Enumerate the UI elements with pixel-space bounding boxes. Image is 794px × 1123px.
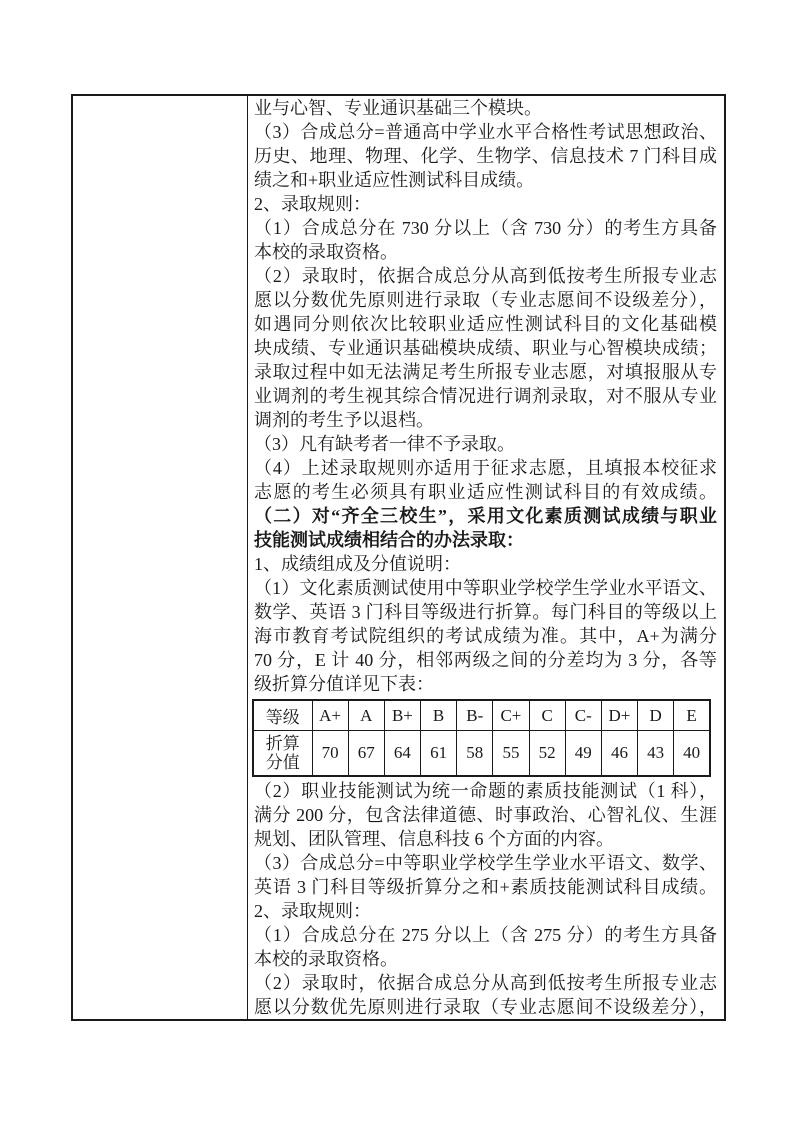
- grade-cell: A: [348, 700, 384, 731]
- text-line: 技能测试成绩相结合的办法录取：: [254, 530, 524, 550]
- text-line: （3）合成总分=中等职业学校学生学业水平语文、数学、: [254, 853, 717, 873]
- grade-cell: B: [421, 700, 457, 731]
- score-cell: 70: [312, 731, 348, 777]
- grade-cell: C-: [565, 700, 601, 731]
- score-row-label: 折算分值: [265, 734, 300, 772]
- grade-cell: D: [638, 700, 674, 731]
- grade-row-label-cell: 等级: [253, 700, 312, 731]
- grade-cell: B+: [384, 700, 420, 731]
- grade-cell: C: [529, 700, 565, 731]
- text-line: （1）合成总分在 275 分以上（含 275 分）的考生方具备: [254, 925, 717, 945]
- text-line: 志愿的考生必须具有职业适应性测试科目的有效成绩。: [254, 482, 717, 502]
- text-line: 70 分，E 计 40 分，相邻两级之间的分差均为 3 分，各等: [254, 650, 717, 670]
- text-line: （1）合成总分在 730 分以上（含 730 分）的考生方具备: [254, 218, 717, 238]
- text-line: 愿以分数优先原则进行录取（专业志愿间不设级差分），: [254, 290, 717, 310]
- text-line: （2）职业技能测试为统一命题的素质技能测试（1 科），: [254, 781, 717, 801]
- text-line: 调剂的考生予以退档。: [254, 410, 434, 430]
- score-cell: 49: [565, 731, 601, 777]
- grade-conversion-table: [252, 699, 711, 777]
- text-line: 2、录取规则：: [254, 194, 371, 214]
- text-line: （2）录取时，依据合成总分从高到低按考生所报专业志: [254, 973, 717, 993]
- text-line: 愿以分数优先原则进行录取（专业志愿间不设级差分），: [254, 997, 717, 1017]
- text-line: 海市教育考试院组织的考试成绩为准。其中，A+为满分: [254, 626, 717, 646]
- text-line: 本校的录取资格。: [254, 242, 398, 262]
- text-line: 1、成绩组成及分值说明：: [254, 554, 461, 574]
- text-line: 业与心智、专业通识基础三个模块。: [254, 98, 542, 118]
- score-cell: 58: [457, 731, 493, 777]
- text-line: 本校的录取资格。: [254, 949, 398, 969]
- grade-cell: A+: [312, 700, 348, 731]
- text-line: 规划、团队管理、信息科技 6 个方面的内容。: [254, 829, 614, 849]
- grade-cell: C+: [493, 700, 529, 731]
- document-table: [71, 94, 726, 1021]
- score-cell: 55: [493, 731, 529, 777]
- table-left-cell-empty: [73, 96, 248, 1019]
- text-line: （2）录取时，依据合成总分从高到低按考生所报专业志: [254, 266, 717, 286]
- text-line: 绩之和+职业适应性测试科目成绩。: [254, 170, 535, 190]
- grade-cell: D+: [601, 700, 637, 731]
- score-row: [253, 731, 710, 777]
- score-cell: 67: [348, 731, 384, 777]
- score-cell: 61: [421, 731, 457, 777]
- text-line: （4）上述录取规则亦适用于征求志愿，且填报本校征求: [254, 458, 717, 478]
- text-line: （二）对“齐全三校生”，采用文化素质测试成绩与职业: [254, 506, 717, 526]
- text-line: 英语 3 门科目等级折算分之和+素质技能测试科目成绩。: [254, 877, 717, 897]
- text-line: 块成绩、专业通识基础模块成绩、职业与心智模块成绩；: [254, 338, 717, 358]
- text-line: 录取过程中如无法满足考生所报专业志愿，对填报服从专: [254, 362, 717, 382]
- score-row-label-cell: [253, 731, 312, 777]
- grade-header-row: [253, 700, 710, 731]
- text-line: 满分 200 分，包含法律道德、时事政治、心智礼仪、生涯: [254, 805, 717, 825]
- grade-cell: B-: [457, 700, 493, 731]
- text-block-after-table: [254, 779, 717, 1019]
- text-line: 业调剂的考生视其综合情况进行调剂录取，对不服从专业: [254, 386, 717, 406]
- grade-cell: E: [674, 700, 710, 731]
- text-line: （1）文化素质测试使用中等职业学校学生学业水平语文、: [254, 578, 717, 598]
- text-line: 如遇同分则依次比较职业适应性测试科目的文化基础模: [254, 314, 717, 334]
- text-line: （3）凡有缺考者一律不予录取。: [254, 434, 515, 454]
- text-block-before-table: [254, 96, 717, 696]
- text-line: 级折算分值详见下表：: [254, 674, 434, 694]
- text-line: （3）合成总分=普通高中学业水平合格性考试思想政治、: [254, 122, 717, 142]
- score-cell: 46: [601, 731, 637, 777]
- text-line: 历史、地理、物理、化学、生物学、信息技术 7 门科目成: [254, 146, 717, 166]
- text-line: 数学、英语 3 门科目等级进行折算。每门科目的等级以上: [254, 602, 717, 622]
- score-cell: 64: [384, 731, 420, 777]
- score-cell: 52: [529, 731, 565, 777]
- score-cell: 43: [638, 731, 674, 777]
- table-content-cell: [248, 96, 724, 1019]
- score-cell: 40: [674, 731, 710, 777]
- text-line: 2、录取规则：: [254, 901, 371, 921]
